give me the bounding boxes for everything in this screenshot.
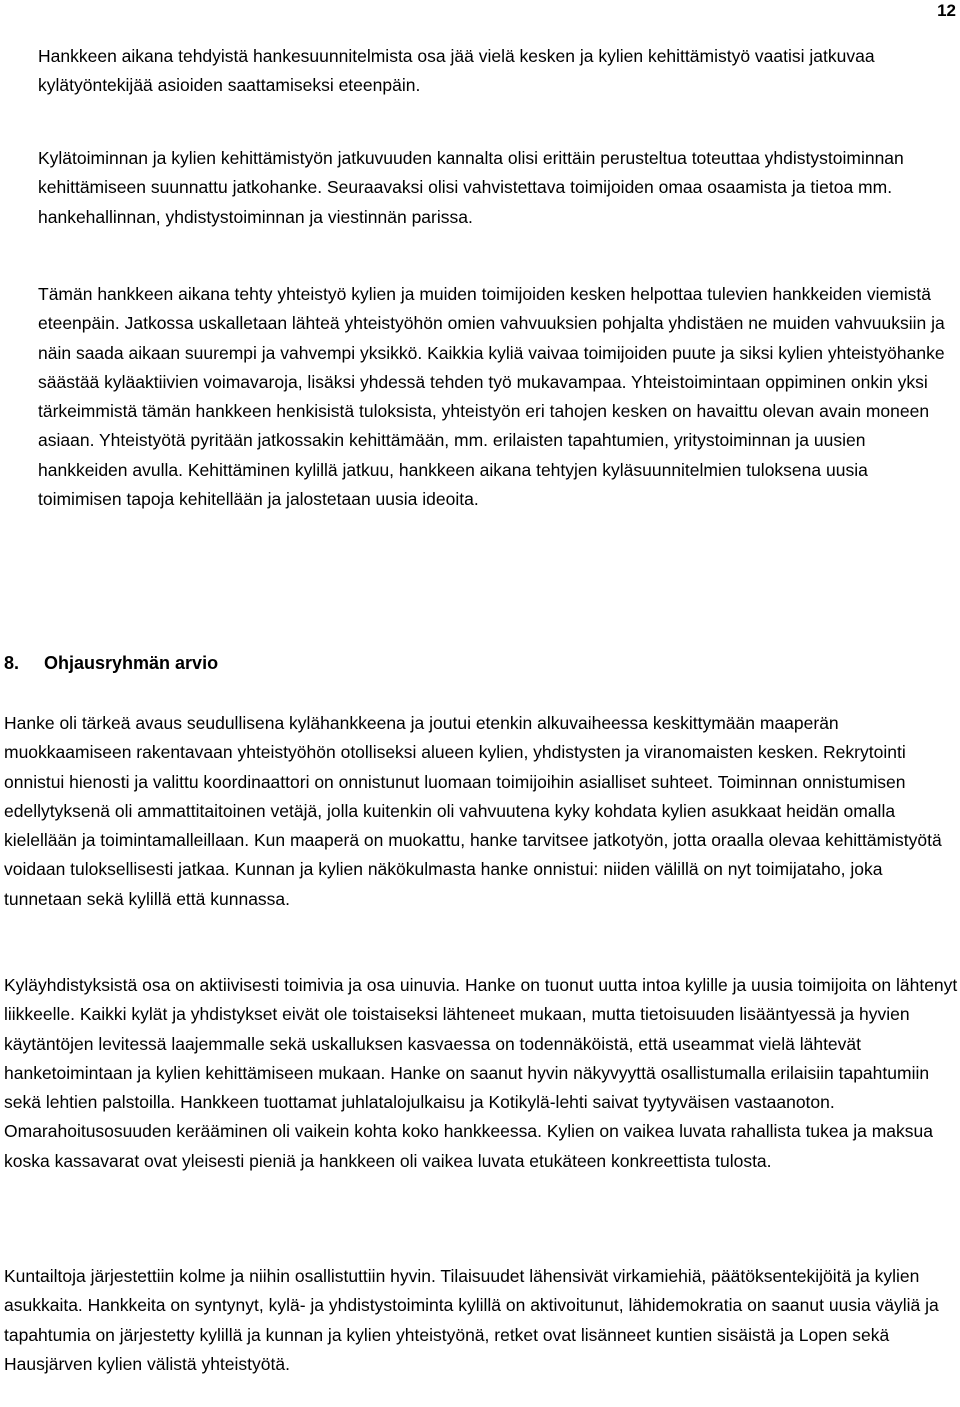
section-number: 8.	[4, 653, 20, 673]
intro-paragraph-1: Hankkeen aikana tehdyistä hankesuunnitelmista osa jää vielä kesken ja kylien kehittämistyö vaatisi jatkuvaa kylätyöntekijää asioiden saattamiseksi eteenpäin.	[38, 46, 875, 96]
section-paragraph-3: Kuntailtoja järjestettiin kolme ja niihin osallistuttiin hyvin. Tilaisuudet lähensivät virkamiehiä, päätöksentekijöitä ja kylien asukkaita. Hankkeita on syntynyt, kylä- ja yhdistystoiminta kylillä on aktivoitunut, lähidemokratia on saanut uusia väyliä ja tapahtumia on järjestetty kylillä ja kunnan ja kylien yhteistyönä, retket ovat lisänneet kuntien sisäistä ja Lopen sekä Hausjärven kylien välistä yhteistyötä.	[4, 1266, 939, 1374]
section-heading	[4, 648, 218, 678]
section-paragraph-2: Kyläyhdistyksistä osa on aktiivisesti toimivia ja osa uinuvia. Hanke on tuonut uutta intoa kylille ja uusia toimijoita on lähtenyt liikkeelle. Kaikki kylät ja yhdistykset eivät ole toistaiseksi lähteneet mukaan, mutta tietoisuuden lisääntyessä ja hyvien käytäntöjen levitessä laajemmalle sekä uskalluksen kasvaessa on todennäköistä, että useammat vielä lähtevät hanketoimintaan ja kylien kehittämiseen mukaan. Hanke on saanut hyvin näkyvyyttä osallistumalla erilaisiin tapahtumiin sekä lehtien palstoilla. Hankkeen tuottamat juhlatalojulkaisu ja Kotikylä-lehti saivat tyytyväisen vastaanoton. Omarahoitusosuuden kerääminen oli vaikein kohta koko hankkeessa. Kylien on vaikea luvata rahallista tukea ja maksua koska kassavarat ovat yleisesti pieniä ja hankkeen oli vaikea luvata etukäteen konkreettista tulosta.	[4, 975, 958, 1171]
section-title: Ohjausryhmän arvio	[44, 653, 219, 673]
section-paragraph-1: Hanke oli tärkeä avaus seudullisena kylähankkeena ja joutui etenkin alkuvaiheessa keskittymään maaperän muokkaamiseen rakentavaan yhteistyöhön otolliseksi alueen kylien, yhdistysten ja viranomaisten kesken. Rekrytointi onnistui hienosti ja valittu koordinaattori on onnistunut luomaan toimijoihin asialliset suhteet. Toiminnan onnistumisen edellytyksenä oli ammattitaitoinen vetäjä, jolla kuitenkin oli vahvuutena kyky kohdata kylien asukkaat heidän omalla kielellään ja toimintamalleillaan. Kun maaperä on muokattu, hanke tarvitsee jatkotyön, jotta oraalla olevaa kehittämistyötä voidaan tuloksellisesti jatkaa. Kunnan ja kylien näkökulmasta hanke onnistui: niiden välillä on nyt toimijataho, joka tunnetaan sekä kylillä että kunnassa.	[4, 713, 942, 909]
page-number: 12	[937, 1, 956, 20]
intro-paragraph-2: Kylätoiminnan ja kylien kehittämistyön jatkuvuuden kannalta olisi erittäin perusteltua toteuttaa yhdistystoiminnan kehittämiseen suunnattu jatkohanke. Seuraavaksi olisi vahvistettava toimijoiden omaa osaamista ja tietoa mm. hankehallinnan, yhdistystoiminnan ja viestinnän parissa.	[38, 148, 904, 227]
intro-paragraph-3: Tämän hankkeen aikana tehty yhteistyö kylien ja muiden toimijoiden kesken helpottaa tulevien hankkeiden viemistä eteenpäin. Jatkossa uskalletaan lähteä yhteistyöhön omien vahvuuksien pohjalta yhdistäen ne muiden vahvuuksiin ja näin saada aikaan suurempi ja vahvempi yksikkö. Kaikkia kyliä vaivaa toimijoiden puute ja siksi kylien yhteistyöhanke säästää kyläaktiivien voimavaroja, lisäksi yhdessä tehden työ mukavampaa. Yhteistoimintaan oppiminen onkin yksi tärkeimmistä tämän hankkeen henkisistä tuloksista, yhteistyön eri tahojen kesken on havaittu olevan avain moneen asiaan. Yhteistyötä pyritään jatkossakin kehittämään, mm. erilaisten tapahtumien, yritystoiminnan ja uusien hankkeiden avulla. Kehittäminen kylillä jatkuu, hankkeen aikana tehtyjen kyläsuunnitelmien tuloksena uusia toimimisen tapoja kehitellään ja jalostetaan uusia ideoita.	[38, 284, 945, 510]
